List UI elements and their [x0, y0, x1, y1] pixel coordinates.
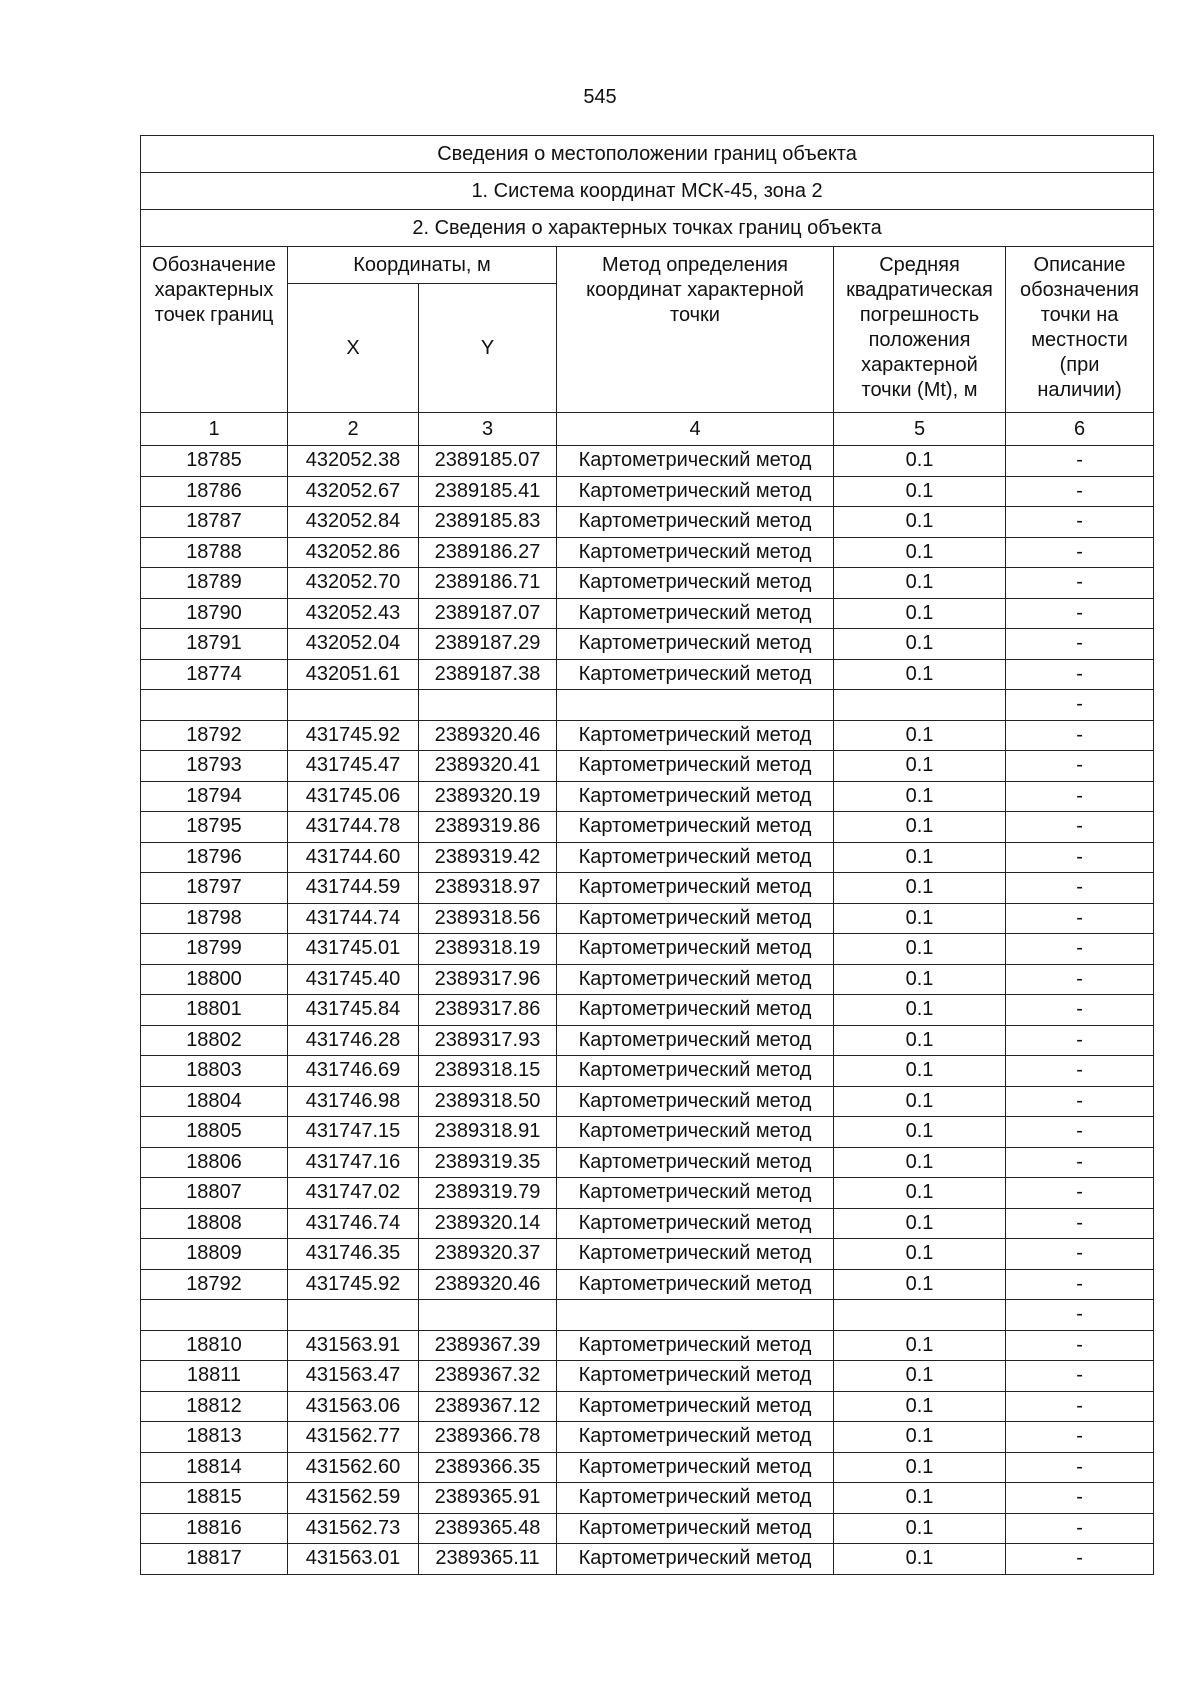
method-cell: Картометрический метод [557, 1361, 834, 1392]
y-coordinate-cell: 2389187.29 [419, 629, 557, 660]
table-row [141, 1117, 1154, 1148]
x-coordinate-cell: 432052.38 [288, 446, 419, 477]
table-row [141, 781, 1154, 812]
table-row [141, 1056, 1154, 1087]
error-cell: 0.1 [834, 1117, 1006, 1148]
x-coordinate-cell: 431562.60 [288, 1452, 419, 1483]
description-cell: - [1006, 568, 1154, 599]
boundary-points-table [140, 135, 1154, 1575]
error-cell: 0.1 [834, 568, 1006, 599]
point-id-cell: 18800 [141, 964, 288, 995]
y-coordinate-cell [419, 690, 557, 721]
description-cell: - [1006, 1239, 1154, 1270]
x-coordinate-cell: 431745.01 [288, 934, 419, 965]
x-coordinate-cell: 431563.06 [288, 1391, 419, 1422]
point-id-cell: 18796 [141, 842, 288, 873]
error-cell: 0.1 [834, 1361, 1006, 1392]
x-coordinate-cell: 431747.16 [288, 1147, 419, 1178]
error-cell: 0.1 [834, 1086, 1006, 1117]
x-coordinate-cell: 432052.67 [288, 476, 419, 507]
y-coordinate-cell: 2389318.50 [419, 1086, 557, 1117]
table-row [141, 1086, 1154, 1117]
point-id-cell: 18817 [141, 1544, 288, 1575]
point-id-cell: 18795 [141, 812, 288, 843]
description-cell: - [1006, 812, 1154, 843]
error-cell: 0.1 [834, 1391, 1006, 1422]
error-cell: 0.1 [834, 1483, 1006, 1514]
error-cell: 0.1 [834, 446, 1006, 477]
table-row [141, 568, 1154, 599]
table-row [141, 1452, 1154, 1483]
error-cell: 0.1 [834, 476, 1006, 507]
error-cell: 0.1 [834, 1513, 1006, 1544]
y-coordinate-cell: 2389186.27 [419, 537, 557, 568]
x-coordinate-cell: 431745.84 [288, 995, 419, 1026]
error-cell: 0.1 [834, 1239, 1006, 1270]
error-cell: 0.1 [834, 1147, 1006, 1178]
y-coordinate-cell: 2389318.97 [419, 873, 557, 904]
method-cell: Картометрический метод [557, 964, 834, 995]
point-id-cell: 18809 [141, 1239, 288, 1270]
y-coordinate-cell: 2389185.41 [419, 476, 557, 507]
column-number: 5 [834, 413, 1006, 446]
error-cell: 0.1 [834, 1178, 1006, 1209]
table-row [141, 1269, 1154, 1300]
table-row [141, 446, 1154, 477]
table-row [141, 995, 1154, 1026]
error-cell: 0.1 [834, 995, 1006, 1026]
description-cell: - [1006, 1544, 1154, 1575]
x-coordinate-cell: 431747.15 [288, 1117, 419, 1148]
x-coordinate-cell: 432051.61 [288, 659, 419, 690]
table-row [141, 507, 1154, 538]
description-cell: - [1006, 1117, 1154, 1148]
point-id-cell [141, 1300, 288, 1331]
method-cell [557, 690, 834, 721]
method-cell: Картометрический метод [557, 476, 834, 507]
method-cell: Картометрический метод [557, 812, 834, 843]
error-cell: 0.1 [834, 1544, 1006, 1575]
y-coordinate-cell: 2389320.14 [419, 1208, 557, 1239]
description-cell: - [1006, 1269, 1154, 1300]
error-cell: 0.1 [834, 1025, 1006, 1056]
description-cell: - [1006, 1056, 1154, 1087]
point-id-cell: 18814 [141, 1452, 288, 1483]
point-id-cell: 18803 [141, 1056, 288, 1087]
table-row [141, 1513, 1154, 1544]
error-cell: 0.1 [834, 659, 1006, 690]
table-row [141, 812, 1154, 843]
error-cell: 0.1 [834, 873, 1006, 904]
point-id-cell: 18804 [141, 1086, 288, 1117]
table-row [141, 751, 1154, 782]
point-id-cell: 18787 [141, 507, 288, 538]
error-cell: 0.1 [834, 751, 1006, 782]
method-cell: Картометрический метод [557, 903, 834, 934]
table-row [141, 903, 1154, 934]
description-cell: - [1006, 781, 1154, 812]
description-cell: - [1006, 934, 1154, 965]
description-cell: - [1006, 720, 1154, 751]
x-coordinate-cell: 431563.01 [288, 1544, 419, 1575]
y-coordinate-cell: 2389318.56 [419, 903, 557, 934]
table-row [141, 659, 1154, 690]
method-cell: Картометрический метод [557, 1025, 834, 1056]
y-coordinate-cell: 2389317.86 [419, 995, 557, 1026]
y-coordinate-cell: 2389319.35 [419, 1147, 557, 1178]
y-coordinate-cell: 2389319.86 [419, 812, 557, 843]
header-y: Y [419, 284, 557, 413]
table-body [141, 446, 1154, 1575]
method-cell: Картометрический метод [557, 934, 834, 965]
y-coordinate-cell [419, 1300, 557, 1331]
point-id-cell: 18812 [141, 1391, 288, 1422]
header-method: Метод определения координат характерной точки [557, 247, 834, 413]
table-row [141, 1361, 1154, 1392]
method-cell: Картометрический метод [557, 1452, 834, 1483]
x-coordinate-cell: 431745.92 [288, 1269, 419, 1300]
point-id-cell: 18785 [141, 446, 288, 477]
method-cell: Картометрический метод [557, 1422, 834, 1453]
header-error: Средняя квадратическая погрешность положения характерной точки (Mt), м [834, 247, 1006, 413]
point-id-cell: 18801 [141, 995, 288, 1026]
point-id-cell: 18793 [141, 751, 288, 782]
point-id-cell: 18808 [141, 1208, 288, 1239]
column-numbers-row [141, 413, 1154, 446]
error-cell: 0.1 [834, 812, 1006, 843]
y-coordinate-cell: 2389319.79 [419, 1178, 557, 1209]
error-cell: 0.1 [834, 964, 1006, 995]
table-row [141, 934, 1154, 965]
y-coordinate-cell: 2389367.12 [419, 1391, 557, 1422]
method-cell: Картометрический метод [557, 873, 834, 904]
method-cell: Картометрический метод [557, 507, 834, 538]
method-cell: Картометрический метод [557, 568, 834, 599]
error-cell: 0.1 [834, 1452, 1006, 1483]
method-cell: Картометрический метод [557, 720, 834, 751]
x-coordinate-cell: 431747.02 [288, 1178, 419, 1209]
error-cell: 0.1 [834, 507, 1006, 538]
description-cell: - [1006, 751, 1154, 782]
error-cell: 0.1 [834, 1330, 1006, 1361]
method-cell: Картометрический метод [557, 751, 834, 782]
method-cell: Картометрический метод [557, 659, 834, 690]
description-cell: - [1006, 507, 1154, 538]
description-cell: - [1006, 598, 1154, 629]
x-coordinate-cell: 431562.59 [288, 1483, 419, 1514]
x-coordinate-cell: 431746.69 [288, 1056, 419, 1087]
description-cell: - [1006, 1361, 1154, 1392]
table-row [141, 873, 1154, 904]
error-cell: 0.1 [834, 1208, 1006, 1239]
method-cell: Картометрический метод [557, 1330, 834, 1361]
point-id-cell: 18794 [141, 781, 288, 812]
y-coordinate-cell: 2389367.32 [419, 1361, 557, 1392]
point-id-cell: 18807 [141, 1178, 288, 1209]
description-cell: - [1006, 1300, 1154, 1331]
x-coordinate-cell: 431745.47 [288, 751, 419, 782]
method-cell: Картометрический метод [557, 1483, 834, 1514]
table-row [141, 1422, 1154, 1453]
table-row [141, 1391, 1154, 1422]
page-number: 545 [583, 86, 617, 108]
error-cell: 0.1 [834, 629, 1006, 660]
y-coordinate-cell: 2389185.83 [419, 507, 557, 538]
y-coordinate-cell: 2389366.35 [419, 1452, 557, 1483]
x-coordinate-cell: 432052.70 [288, 568, 419, 599]
point-id-cell: 18799 [141, 934, 288, 965]
y-coordinate-cell: 2389320.46 [419, 720, 557, 751]
x-coordinate-cell: 431563.91 [288, 1330, 419, 1361]
description-cell: - [1006, 1452, 1154, 1483]
y-coordinate-cell: 2389318.19 [419, 934, 557, 965]
method-cell: Картометрический метод [557, 1544, 834, 1575]
point-id-cell: 18774 [141, 659, 288, 690]
header-x: X [288, 284, 419, 413]
x-coordinate-cell: 431745.40 [288, 964, 419, 995]
error-cell: 0.1 [834, 598, 1006, 629]
x-coordinate-cell: 431562.77 [288, 1422, 419, 1453]
error-cell [834, 690, 1006, 721]
method-cell: Картометрический метод [557, 1178, 834, 1209]
table-row [141, 1147, 1154, 1178]
x-coordinate-cell: 431744.59 [288, 873, 419, 904]
x-coordinate-cell: 431746.28 [288, 1025, 419, 1056]
point-id-cell: 18789 [141, 568, 288, 599]
x-coordinate-cell: 431562.73 [288, 1513, 419, 1544]
error-cell: 0.1 [834, 1269, 1006, 1300]
table-row [141, 1300, 1154, 1331]
method-cell: Картометрический метод [557, 995, 834, 1026]
description-cell: - [1006, 1330, 1154, 1361]
y-coordinate-cell: 2389367.39 [419, 1330, 557, 1361]
description-cell: - [1006, 1025, 1154, 1056]
point-id-cell: 18791 [141, 629, 288, 660]
method-cell: Картометрический метод [557, 1147, 834, 1178]
point-id-cell: 18792 [141, 1269, 288, 1300]
header-description: Описание обозначения точки на местности (при наличии) [1006, 247, 1154, 413]
x-coordinate-cell: 431746.35 [288, 1239, 419, 1270]
y-coordinate-cell: 2389366.78 [419, 1422, 557, 1453]
method-cell: Картометрический метод [557, 1239, 834, 1270]
point-id-cell: 18802 [141, 1025, 288, 1056]
table-title: Сведения о местоположении границ объекта [141, 136, 1154, 173]
method-cell: Картометрический метод [557, 1269, 834, 1300]
table-row [141, 842, 1154, 873]
method-cell [557, 1300, 834, 1331]
column-number: 2 [288, 413, 419, 446]
column-number: 1 [141, 413, 288, 446]
description-cell: - [1006, 1086, 1154, 1117]
y-coordinate-cell: 2389318.91 [419, 1117, 557, 1148]
column-number: 6 [1006, 413, 1154, 446]
y-coordinate-cell: 2389320.46 [419, 1269, 557, 1300]
point-id-cell: 18810 [141, 1330, 288, 1361]
x-coordinate-cell: 431744.78 [288, 812, 419, 843]
method-cell: Картометрический метод [557, 1056, 834, 1087]
x-coordinate-cell: 431563.47 [288, 1361, 419, 1392]
method-cell: Картометрический метод [557, 842, 834, 873]
table-row [141, 1178, 1154, 1209]
description-cell: - [1006, 1208, 1154, 1239]
y-coordinate-cell: 2389186.71 [419, 568, 557, 599]
table-row [141, 1330, 1154, 1361]
column-number: 4 [557, 413, 834, 446]
x-coordinate-cell: 432052.04 [288, 629, 419, 660]
point-id-cell: 18797 [141, 873, 288, 904]
description-cell: - [1006, 476, 1154, 507]
y-coordinate-cell: 2389365.48 [419, 1513, 557, 1544]
description-cell: - [1006, 873, 1154, 904]
description-cell: - [1006, 842, 1154, 873]
description-cell: - [1006, 690, 1154, 721]
x-coordinate-cell: 431746.98 [288, 1086, 419, 1117]
points-section-title: 2. Сведения о характерных точках границ объекта [141, 210, 1154, 247]
method-cell: Картометрический метод [557, 1513, 834, 1544]
method-cell: Картометрический метод [557, 1117, 834, 1148]
table-row [141, 1544, 1154, 1575]
description-cell: - [1006, 1391, 1154, 1422]
table-row [141, 476, 1154, 507]
y-coordinate-cell: 2389185.07 [419, 446, 557, 477]
table-row [141, 1239, 1154, 1270]
method-cell: Картометрический метод [557, 1391, 834, 1422]
point-id-cell: 18788 [141, 537, 288, 568]
error-cell: 0.1 [834, 1422, 1006, 1453]
method-cell: Картометрический метод [557, 598, 834, 629]
description-cell: - [1006, 1513, 1154, 1544]
x-coordinate-cell [288, 1300, 419, 1331]
point-id-cell [141, 690, 288, 721]
y-coordinate-cell: 2389187.38 [419, 659, 557, 690]
description-cell: - [1006, 1147, 1154, 1178]
x-coordinate-cell: 432052.43 [288, 598, 419, 629]
y-coordinate-cell: 2389318.15 [419, 1056, 557, 1087]
header-point-designation: Обозначение характерных точек границ [141, 247, 288, 413]
point-id-cell: 18811 [141, 1361, 288, 1392]
table-row [141, 598, 1154, 629]
description-cell: - [1006, 995, 1154, 1026]
point-id-cell: 18816 [141, 1513, 288, 1544]
x-coordinate-cell: 431745.06 [288, 781, 419, 812]
error-cell: 0.1 [834, 781, 1006, 812]
y-coordinate-cell: 2389319.42 [419, 842, 557, 873]
error-cell: 0.1 [834, 720, 1006, 751]
y-coordinate-cell: 2389320.37 [419, 1239, 557, 1270]
description-cell: - [1006, 659, 1154, 690]
x-coordinate-cell: 431744.74 [288, 903, 419, 934]
point-id-cell: 18792 [141, 720, 288, 751]
point-id-cell: 18798 [141, 903, 288, 934]
description-cell: - [1006, 446, 1154, 477]
point-id-cell: 18786 [141, 476, 288, 507]
column-number: 3 [419, 413, 557, 446]
description-cell: - [1006, 629, 1154, 660]
description-cell: - [1006, 537, 1154, 568]
x-coordinate-cell: 431745.92 [288, 720, 419, 751]
table-row [141, 537, 1154, 568]
y-coordinate-cell: 2389365.91 [419, 1483, 557, 1514]
table-row [141, 720, 1154, 751]
description-cell: - [1006, 1178, 1154, 1209]
y-coordinate-cell: 2389317.96 [419, 964, 557, 995]
point-id-cell: 18813 [141, 1422, 288, 1453]
table-row [141, 1483, 1154, 1514]
y-coordinate-cell: 2389187.07 [419, 598, 557, 629]
error-cell: 0.1 [834, 842, 1006, 873]
table-row [141, 1025, 1154, 1056]
method-cell: Картометрический метод [557, 537, 834, 568]
point-id-cell: 18806 [141, 1147, 288, 1178]
method-cell: Картометрический метод [557, 1208, 834, 1239]
point-id-cell: 18790 [141, 598, 288, 629]
y-coordinate-cell: 2389365.11 [419, 1544, 557, 1575]
error-cell: 0.1 [834, 537, 1006, 568]
table-row [141, 964, 1154, 995]
method-cell: Картометрический метод [557, 1086, 834, 1117]
table-row [141, 690, 1154, 721]
method-cell: Картометрический метод [557, 629, 834, 660]
y-coordinate-cell: 2389317.93 [419, 1025, 557, 1056]
point-id-cell: 18805 [141, 1117, 288, 1148]
x-coordinate-cell: 432052.86 [288, 537, 419, 568]
description-cell: - [1006, 964, 1154, 995]
error-cell [834, 1300, 1006, 1331]
header-coordinates: Координаты, м [288, 247, 557, 284]
table-row [141, 1208, 1154, 1239]
description-cell: - [1006, 1422, 1154, 1453]
coordinate-system-title: 1. Система координат МСК-45, зона 2 [141, 173, 1154, 210]
y-coordinate-cell: 2389320.19 [419, 781, 557, 812]
description-cell: - [1006, 1483, 1154, 1514]
error-cell: 0.1 [834, 1056, 1006, 1087]
x-coordinate-cell: 431744.60 [288, 842, 419, 873]
error-cell: 0.1 [834, 934, 1006, 965]
y-coordinate-cell: 2389320.41 [419, 751, 557, 782]
method-cell: Картометрический метод [557, 781, 834, 812]
error-cell: 0.1 [834, 903, 1006, 934]
x-coordinate-cell: 431746.74 [288, 1208, 419, 1239]
point-id-cell: 18815 [141, 1483, 288, 1514]
table-row [141, 629, 1154, 660]
x-coordinate-cell: 432052.84 [288, 507, 419, 538]
method-cell: Картометрический метод [557, 446, 834, 477]
x-coordinate-cell [288, 690, 419, 721]
description-cell: - [1006, 903, 1154, 934]
